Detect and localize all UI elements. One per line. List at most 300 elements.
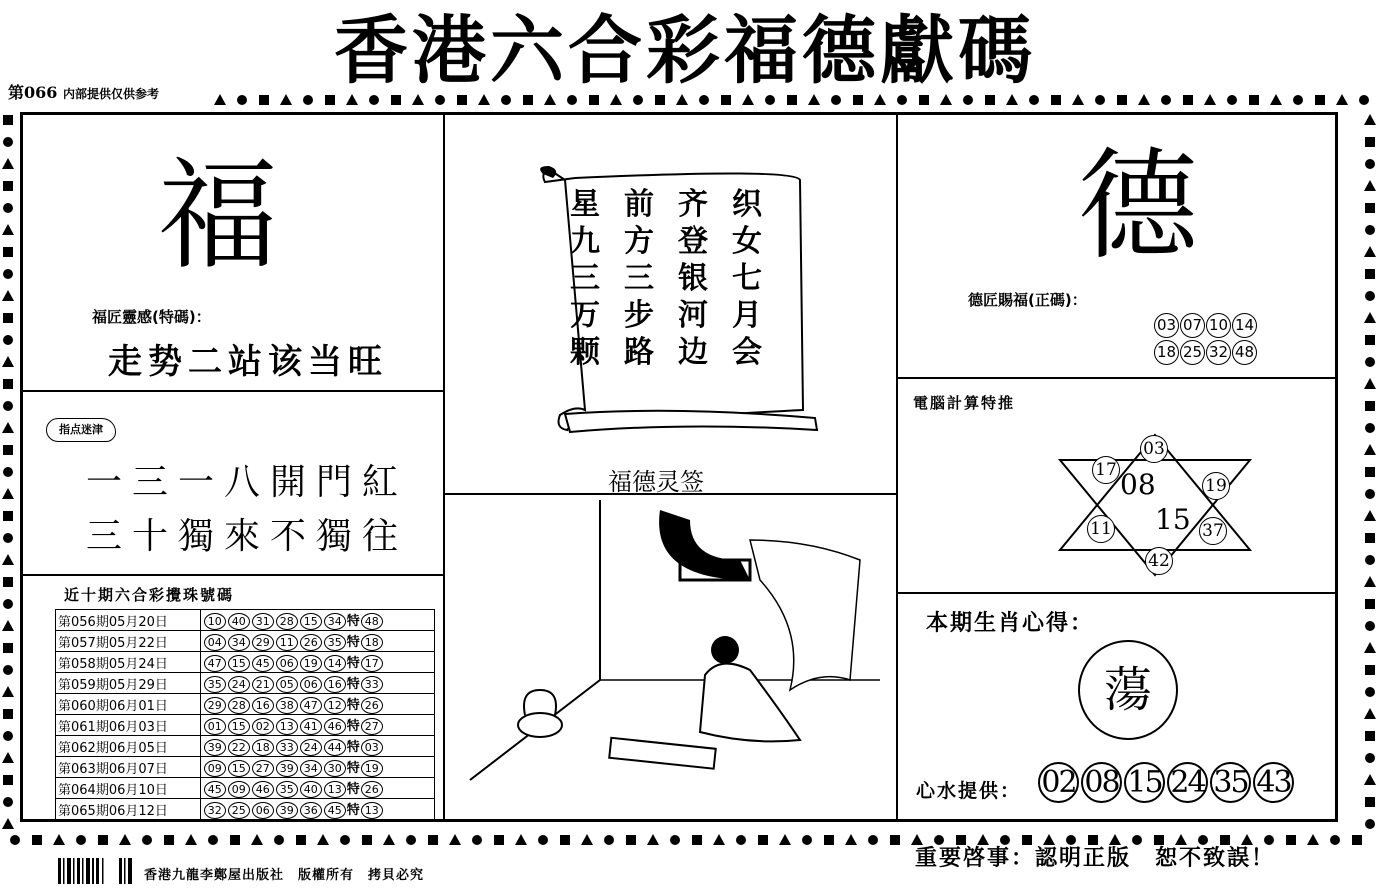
history-table bbox=[55, 609, 435, 820]
border-dot bbox=[560, 835, 570, 845]
provide-numbers bbox=[1038, 762, 1296, 803]
border-dot bbox=[1365, 159, 1375, 169]
border-dot bbox=[1365, 489, 1375, 499]
history-special-ball: 27 bbox=[361, 718, 383, 735]
border-dot bbox=[1364, 642, 1376, 653]
border-dot bbox=[3, 731, 13, 741]
history-ball: 47 bbox=[204, 655, 226, 672]
border-dot bbox=[2, 686, 14, 697]
history-numbers bbox=[200, 610, 434, 631]
history-period: 第061期06月03日 bbox=[56, 715, 201, 736]
border-dot bbox=[32, 835, 42, 845]
history-ball: 27 bbox=[252, 760, 274, 777]
border-dot bbox=[501, 95, 511, 105]
history-numbers bbox=[200, 631, 434, 652]
history-ball: 04 bbox=[204, 634, 226, 651]
border-dot bbox=[2, 158, 14, 169]
border-dot bbox=[655, 95, 665, 105]
special-label: 特 bbox=[346, 656, 360, 671]
history-ball: 12 bbox=[324, 697, 346, 714]
special-label: 特 bbox=[346, 803, 360, 818]
border-dot bbox=[1095, 95, 1105, 105]
history-ball: 09 bbox=[204, 760, 226, 777]
history-ball: 34 bbox=[300, 760, 322, 777]
history-row bbox=[56, 799, 435, 820]
provide-number: 08 bbox=[1081, 762, 1122, 803]
history-ball: 25 bbox=[228, 802, 250, 819]
border-dot bbox=[985, 95, 995, 105]
border-dot bbox=[2, 488, 14, 499]
history-numbers bbox=[200, 652, 434, 673]
border-dot bbox=[3, 775, 13, 785]
border-dot bbox=[1365, 467, 1375, 477]
border-dot bbox=[406, 835, 416, 845]
history-ball: 18 bbox=[252, 739, 274, 756]
history-ball: 39 bbox=[204, 739, 226, 756]
border-dot bbox=[1161, 95, 1171, 105]
border-dot bbox=[3, 445, 13, 455]
de-number: 03 bbox=[1154, 313, 1179, 338]
divider-computer bbox=[897, 592, 1338, 594]
history-period: 第059期05月29日 bbox=[56, 673, 201, 694]
barcode-icon bbox=[58, 856, 138, 886]
border-dot bbox=[3, 643, 13, 653]
history-ball: 45 bbox=[204, 781, 226, 798]
lady-illustration bbox=[460, 500, 890, 810]
history-ball: 31 bbox=[252, 613, 274, 630]
history-ball: 15 bbox=[228, 760, 250, 777]
border-dot bbox=[3, 203, 13, 213]
border-dot bbox=[3, 181, 13, 191]
history-ball: 26 bbox=[300, 634, 322, 651]
border-dot bbox=[758, 835, 768, 845]
border-dot bbox=[765, 95, 775, 105]
border-dot bbox=[868, 835, 878, 845]
star-number-upper-right: 19 bbox=[1202, 472, 1230, 500]
history-row bbox=[56, 673, 435, 694]
border-dot bbox=[589, 95, 599, 105]
border-dot bbox=[53, 834, 65, 845]
border-dot bbox=[633, 95, 643, 105]
border-dot bbox=[831, 95, 841, 105]
history-special-ball: 19 bbox=[361, 760, 383, 777]
computer-label: 電腦計算特推 bbox=[913, 394, 1016, 412]
border-dot bbox=[3, 247, 13, 257]
history-ball: 02 bbox=[252, 718, 274, 735]
border-dot bbox=[1293, 95, 1303, 105]
history-row bbox=[56, 610, 435, 631]
star-number-top: 03 bbox=[1140, 435, 1168, 463]
border-dot bbox=[1365, 269, 1375, 279]
history-ball: 44 bbox=[324, 739, 346, 756]
border-dot bbox=[457, 95, 467, 105]
history-ball: 39 bbox=[276, 802, 298, 819]
border-dot bbox=[391, 95, 401, 105]
border-dot bbox=[1365, 423, 1375, 433]
border-dot bbox=[1365, 819, 1375, 829]
border-dot bbox=[230, 835, 240, 845]
border-dot bbox=[142, 835, 152, 845]
fu-label: 福匠靈感(特碼)： bbox=[92, 308, 211, 326]
border-dot bbox=[3, 137, 13, 147]
poem-caption: 福德灵签 bbox=[608, 468, 704, 496]
border-dot bbox=[1365, 203, 1375, 213]
border-dot bbox=[1336, 94, 1348, 105]
notice: 重要啓事：認明正版 恕不致誤！ bbox=[915, 846, 1276, 871]
history-period: 第056期05月20日 bbox=[56, 610, 201, 631]
de-character: 德 bbox=[1078, 137, 1198, 276]
border-dot bbox=[1364, 510, 1376, 521]
history-special-ball: 13 bbox=[361, 802, 383, 819]
border-dot bbox=[845, 834, 857, 845]
history-period: 第062期06月05日 bbox=[56, 736, 201, 757]
border-dot bbox=[1365, 335, 1375, 345]
history-period: 第060期06月01日 bbox=[56, 694, 201, 715]
divider-hint bbox=[22, 574, 444, 576]
zodiac-character: 蕩 bbox=[1078, 640, 1178, 740]
poem-column-2: 齐登银河边 bbox=[678, 187, 708, 370]
border-dot bbox=[1359, 95, 1369, 105]
border-dot bbox=[2, 620, 14, 631]
border-dot bbox=[515, 834, 527, 845]
history-row bbox=[56, 652, 435, 673]
history-ball: 46 bbox=[252, 781, 274, 798]
history-row bbox=[56, 631, 435, 652]
border-dot bbox=[567, 95, 577, 105]
history-title: 近十期六合彩攪珠號碼 bbox=[64, 586, 235, 604]
special-label: 特 bbox=[346, 761, 360, 776]
border-dot bbox=[1117, 95, 1127, 105]
hint-line-1: 一三一八開門紅 bbox=[86, 462, 409, 503]
history-ball: 09 bbox=[228, 781, 250, 798]
border-dot bbox=[699, 95, 709, 105]
de-label: 德匠賜福(正碼)： bbox=[968, 291, 1087, 309]
border-dot bbox=[340, 835, 350, 845]
history-period: 第057期05月22日 bbox=[56, 631, 201, 652]
border-dot bbox=[1365, 401, 1375, 411]
border-dot bbox=[2, 752, 14, 763]
star-number-upper-left: 17 bbox=[1092, 456, 1120, 484]
border-dot bbox=[1365, 357, 1375, 367]
border-dot bbox=[3, 115, 13, 125]
history-ball: 35 bbox=[324, 634, 346, 651]
border-dot bbox=[1364, 180, 1376, 191]
issue-number bbox=[8, 80, 159, 103]
history-ball: 28 bbox=[276, 613, 298, 630]
border-dot bbox=[1330, 835, 1340, 845]
history-ball: 29 bbox=[204, 697, 226, 714]
special-label: 特 bbox=[346, 782, 360, 797]
border-dot bbox=[1364, 774, 1376, 785]
provide-number: 15 bbox=[1124, 762, 1165, 803]
border-dot bbox=[670, 835, 680, 845]
history-period: 第063期06月07日 bbox=[56, 757, 201, 778]
border-dot bbox=[2, 554, 14, 565]
history-ball: 05 bbox=[276, 676, 298, 693]
page-title: 香港六合彩福德獻碼 bbox=[334, 8, 1036, 94]
de-number: 07 bbox=[1180, 313, 1205, 338]
history-numbers bbox=[200, 799, 434, 820]
history-ball: 24 bbox=[300, 739, 322, 756]
border-dot bbox=[3, 269, 13, 279]
history-ball: 21 bbox=[252, 676, 274, 693]
border-dot bbox=[2, 290, 14, 301]
de-number: 10 bbox=[1206, 313, 1231, 338]
border-dot bbox=[10, 835, 20, 845]
zodiac-label: 本期生肖心得： bbox=[926, 611, 1095, 636]
star-center-b: 15 bbox=[1155, 503, 1191, 536]
history-ball: 13 bbox=[276, 718, 298, 735]
poem-column-3: 前方三步路 bbox=[624, 187, 654, 370]
history-special-ball: 03 bbox=[361, 739, 383, 756]
history-row bbox=[56, 757, 435, 778]
border-dot bbox=[1365, 291, 1375, 301]
history-ball: 33 bbox=[276, 739, 298, 756]
border-dot bbox=[1286, 835, 1296, 845]
special-label: 特 bbox=[346, 719, 360, 734]
history-ball: 46 bbox=[324, 718, 346, 735]
provide-label: 心水提供： bbox=[916, 780, 1022, 802]
history-ball: 38 bbox=[276, 697, 298, 714]
de-numbers-row-1 bbox=[1154, 313, 1258, 338]
border-dot bbox=[3, 379, 13, 389]
border-dot bbox=[237, 95, 247, 105]
border-dot bbox=[98, 835, 108, 845]
border-dot bbox=[1029, 95, 1039, 105]
history-ball: 35 bbox=[204, 676, 226, 693]
history-ball: 14 bbox=[324, 655, 346, 672]
history-ball: 06 bbox=[276, 655, 298, 672]
history-ball: 24 bbox=[228, 676, 250, 693]
border-dot bbox=[604, 835, 614, 845]
border-dot bbox=[647, 834, 659, 845]
hint-line-2: 三十獨來不獨往 bbox=[86, 516, 409, 557]
border-dot bbox=[3, 335, 13, 345]
border-dot bbox=[2, 224, 14, 235]
border-dot bbox=[494, 835, 504, 845]
special-label: 特 bbox=[346, 677, 360, 692]
history-numbers bbox=[200, 736, 434, 757]
border-dot bbox=[1307, 834, 1319, 845]
star-number-lower-left: 11 bbox=[1087, 515, 1115, 543]
history-special-ball: 18 bbox=[361, 634, 383, 651]
history-special-ball: 48 bbox=[361, 613, 383, 630]
history-ball: 29 bbox=[252, 634, 274, 651]
border-dot bbox=[3, 599, 13, 609]
border-dot bbox=[208, 835, 218, 845]
border-dot bbox=[3, 797, 13, 807]
border-dot bbox=[1364, 378, 1376, 389]
border-dot bbox=[721, 95, 731, 105]
history-ball: 15 bbox=[228, 718, 250, 735]
publisher-note: 香港九龍李鄭屋出版社 版權所有 拷貝必究 bbox=[144, 868, 425, 883]
history-special-ball: 26 bbox=[361, 781, 383, 798]
history-numbers bbox=[200, 715, 434, 736]
border-dot bbox=[1365, 797, 1375, 807]
history-ball: 16 bbox=[252, 697, 274, 714]
de-number: 18 bbox=[1154, 340, 1179, 365]
border-dot bbox=[1365, 731, 1375, 741]
border-dot bbox=[713, 834, 725, 845]
history-ball: 11 bbox=[276, 634, 298, 651]
history-special-ball: 17 bbox=[361, 655, 383, 672]
issue-note: 内部提供仅供参考 bbox=[62, 87, 159, 101]
border-dot bbox=[251, 834, 263, 845]
border-dot bbox=[1364, 444, 1376, 455]
special-label: 特 bbox=[346, 740, 360, 755]
border-dot bbox=[472, 835, 482, 845]
border-dot bbox=[1365, 687, 1375, 697]
special-label: 特 bbox=[346, 635, 360, 650]
divider-fu bbox=[22, 390, 444, 392]
history-numbers bbox=[200, 757, 434, 778]
border-dot bbox=[3, 467, 13, 477]
history-ball: 34 bbox=[228, 634, 250, 651]
history-ball: 06 bbox=[252, 802, 274, 819]
history-ball: 19 bbox=[300, 655, 322, 672]
border-dot bbox=[853, 95, 863, 105]
history-ball: 45 bbox=[324, 802, 346, 819]
border-dot bbox=[3, 577, 13, 587]
border-dot bbox=[119, 834, 131, 845]
history-ball: 41 bbox=[300, 718, 322, 735]
fu-character: 福 bbox=[158, 147, 278, 286]
border-dot bbox=[259, 95, 269, 105]
divider-de bbox=[897, 377, 1338, 379]
border-dot bbox=[1051, 95, 1061, 105]
history-ball: 40 bbox=[228, 613, 250, 630]
border-dot bbox=[185, 834, 197, 845]
poem-scroll bbox=[545, 168, 813, 430]
border-dot bbox=[1315, 95, 1325, 105]
border-dot bbox=[1365, 533, 1375, 543]
border-dot bbox=[1227, 95, 1237, 105]
border-dot bbox=[3, 313, 13, 323]
border-dot bbox=[1352, 835, 1362, 845]
border-dot bbox=[3, 401, 13, 411]
history-ball: 34 bbox=[324, 613, 346, 630]
provide-number: 02 bbox=[1038, 762, 1079, 803]
border-dot bbox=[317, 834, 329, 845]
hint-badge: 指点迷津 bbox=[46, 418, 116, 442]
border-dot bbox=[824, 835, 834, 845]
history-ball: 35 bbox=[276, 781, 298, 798]
history-row bbox=[56, 778, 435, 799]
border-dot bbox=[692, 835, 702, 845]
border-dot bbox=[1365, 599, 1375, 609]
border-dot bbox=[897, 95, 907, 105]
border-dot bbox=[2, 422, 14, 433]
star-center-a: 08 bbox=[1120, 468, 1156, 501]
border-dot bbox=[1365, 665, 1375, 675]
history-ball: 22 bbox=[228, 739, 250, 756]
border-dot bbox=[1183, 95, 1193, 105]
history-ball: 10 bbox=[204, 613, 226, 630]
border-dot bbox=[802, 835, 812, 845]
de-numbers-row-2 bbox=[1154, 340, 1258, 365]
history-ball: 30 bbox=[324, 760, 346, 777]
border-dot bbox=[1364, 576, 1376, 587]
border-dot bbox=[1365, 621, 1375, 631]
de-number: 25 bbox=[1180, 340, 1205, 365]
poem-column-1: 织女七月会 bbox=[732, 187, 762, 370]
history-numbers bbox=[200, 778, 434, 799]
border-dot bbox=[2, 356, 14, 367]
history-special-ball: 33 bbox=[361, 676, 383, 693]
poem-column-4: 星九三万颗 bbox=[570, 187, 600, 370]
border-dot bbox=[779, 834, 791, 845]
history-ball: 32 bbox=[204, 802, 226, 819]
border-dot bbox=[736, 835, 746, 845]
history-ball: 13 bbox=[324, 781, 346, 798]
de-number: 48 bbox=[1232, 340, 1257, 365]
history-ball: 28 bbox=[228, 697, 250, 714]
star-number-lower-right: 37 bbox=[1199, 517, 1227, 545]
border-dot bbox=[1365, 555, 1375, 565]
history-row bbox=[56, 715, 435, 736]
border-dot bbox=[435, 95, 445, 105]
history-ball: 36 bbox=[300, 802, 322, 819]
issue-number-text: 第066 bbox=[8, 83, 58, 102]
border-dot bbox=[76, 835, 86, 845]
history-ball: 16 bbox=[324, 676, 346, 693]
history-ball: 45 bbox=[252, 655, 274, 672]
border-dot bbox=[1365, 753, 1375, 763]
provide-number: 35 bbox=[1210, 762, 1251, 803]
border-dot bbox=[963, 95, 973, 105]
border-dot bbox=[1249, 95, 1259, 105]
border-dot bbox=[1364, 114, 1376, 125]
border-dot bbox=[303, 95, 313, 105]
border-dot bbox=[164, 835, 174, 845]
border-dot bbox=[3, 533, 13, 543]
provide-number: 43 bbox=[1253, 762, 1294, 803]
border-dot bbox=[383, 834, 395, 845]
history-ball: 39 bbox=[276, 760, 298, 777]
history-numbers bbox=[200, 694, 434, 715]
border-dot bbox=[523, 95, 533, 105]
border-dot bbox=[1364, 246, 1376, 257]
history-ball: 01 bbox=[204, 718, 226, 735]
border-dot bbox=[1365, 225, 1375, 235]
divider-right bbox=[896, 114, 898, 822]
border-dot bbox=[3, 709, 13, 719]
history-ball: 15 bbox=[228, 655, 250, 672]
history-row bbox=[56, 694, 435, 715]
special-label: 特 bbox=[346, 614, 360, 629]
border-dot bbox=[890, 835, 900, 845]
border-dot bbox=[1364, 312, 1376, 323]
de-number: 32 bbox=[1206, 340, 1231, 365]
border-dot bbox=[449, 834, 461, 845]
history-row bbox=[56, 736, 435, 757]
border-dot bbox=[1204, 94, 1216, 105]
history-period: 第058期05月24日 bbox=[56, 652, 201, 673]
star-number-bottom: 42 bbox=[1145, 547, 1173, 575]
special-label: 特 bbox=[346, 698, 360, 713]
border-dot bbox=[296, 835, 306, 845]
border-dot bbox=[274, 835, 284, 845]
history-ball: 06 bbox=[300, 676, 322, 693]
border-dot bbox=[428, 835, 438, 845]
border-dot bbox=[362, 835, 372, 845]
border-dot bbox=[919, 95, 929, 105]
border-dot bbox=[2, 818, 14, 829]
border-dot bbox=[787, 95, 797, 105]
border-dot bbox=[325, 95, 335, 105]
border-dot bbox=[626, 835, 636, 845]
history-period: 第064期06月10日 bbox=[56, 778, 201, 799]
